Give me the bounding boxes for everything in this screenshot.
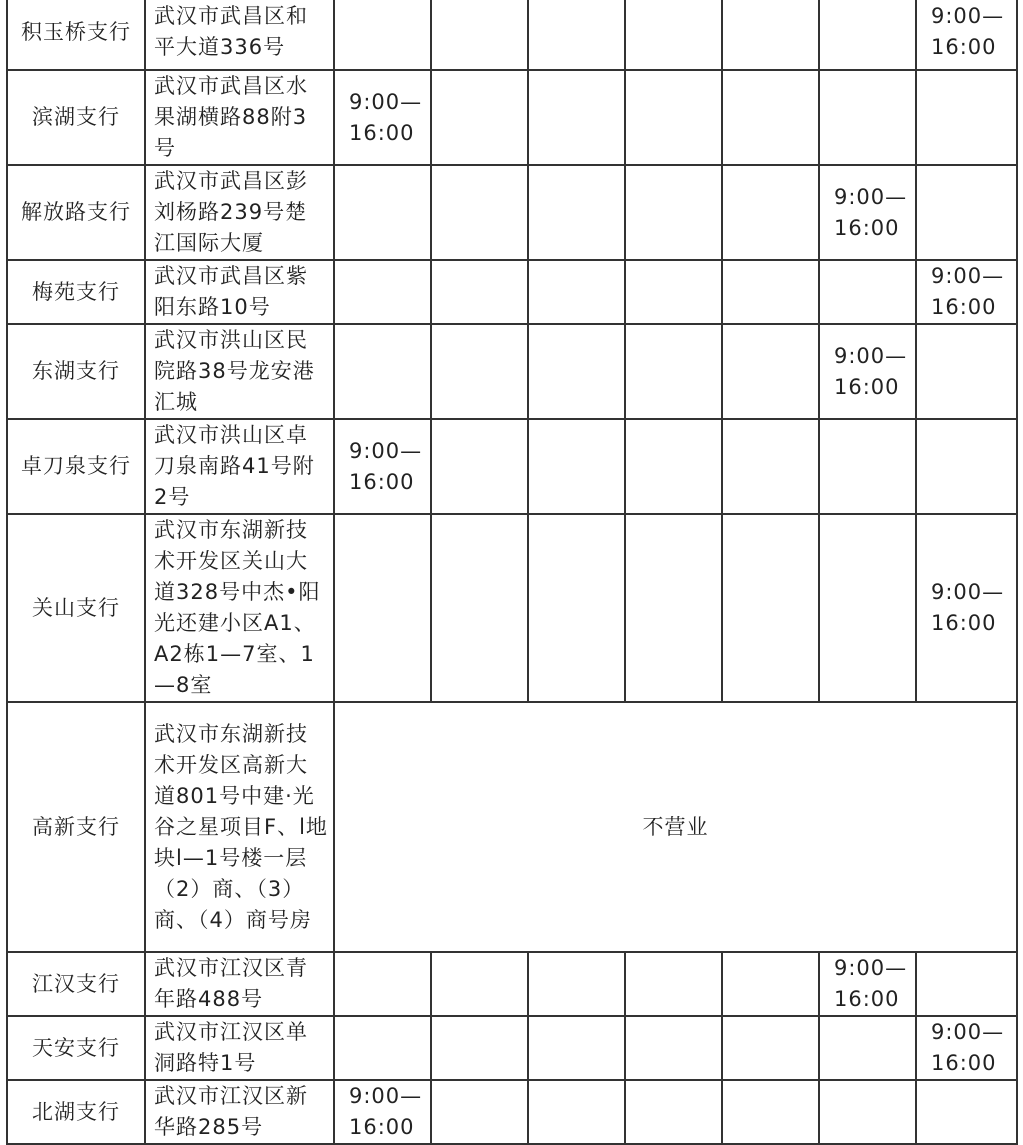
table-row <box>7 324 1017 419</box>
empty-day-cell <box>528 70 625 165</box>
branch-name-cell: 北湖支行 <box>7 1080 145 1144</box>
empty-day-cell <box>334 0 431 70</box>
table-row <box>7 0 1017 70</box>
empty-day-cell <box>916 419 1017 514</box>
empty-day-cell <box>528 514 625 702</box>
branch-name-cell: 滨湖支行 <box>7 70 145 165</box>
empty-day-cell <box>528 1080 625 1144</box>
table-row <box>7 514 1017 702</box>
empty-day-cell <box>625 260 722 324</box>
table-row <box>7 952 1017 1016</box>
empty-day-cell <box>625 419 722 514</box>
branch-address-cell: 武汉市江汉区新华路285号 <box>145 1080 334 1144</box>
branch-address-cell: 武汉市东湖新技术开发区关山大道328号中杰•阳光还建小区A1、A2栋1—7室、1—8室 <box>145 514 334 702</box>
branch-name-cell: 高新支行 <box>7 702 145 952</box>
opening-hours-cell: 9:00— 16:00 <box>819 165 916 260</box>
branch-address-cell: 武汉市洪山区民院路38号龙安港汇城 <box>145 324 334 419</box>
empty-day-cell <box>528 0 625 70</box>
branch-name-cell: 天安支行 <box>7 1016 145 1080</box>
empty-day-cell <box>431 1016 528 1080</box>
empty-day-cell <box>916 324 1017 419</box>
empty-day-cell <box>819 1080 916 1144</box>
branch-name-cell: 卓刀泉支行 <box>7 419 145 514</box>
empty-day-cell <box>722 419 819 514</box>
empty-day-cell <box>334 514 431 702</box>
branch-address-cell: 武汉市武昌区紫阳东路10号 <box>145 260 334 324</box>
empty-day-cell <box>431 324 528 419</box>
branch-name-cell: 江汉支行 <box>7 952 145 1016</box>
empty-day-cell <box>334 1016 431 1080</box>
branch-address-cell: 武汉市武昌区和平大道336号 <box>145 0 334 70</box>
empty-day-cell <box>431 165 528 260</box>
table-row <box>7 419 1017 514</box>
empty-day-cell <box>334 324 431 419</box>
empty-day-cell <box>722 70 819 165</box>
table-row <box>7 70 1017 165</box>
branch-hours-table <box>6 0 1018 1145</box>
empty-day-cell <box>625 324 722 419</box>
empty-day-cell <box>431 0 528 70</box>
empty-day-cell <box>528 324 625 419</box>
branch-address-cell: 武汉市江汉区青年路488号 <box>145 952 334 1016</box>
empty-day-cell <box>722 0 819 70</box>
empty-day-cell <box>528 1016 625 1080</box>
branch-address-cell: 武汉市东湖新技术开发区高新大道801号中建·光谷之星项目F、l地块l—1号楼一层（2）商、（3）商、（4）商号房 <box>145 702 334 952</box>
empty-day-cell <box>722 1080 819 1144</box>
empty-day-cell <box>819 260 916 324</box>
empty-day-cell <box>334 952 431 1016</box>
empty-day-cell <box>819 70 916 165</box>
empty-day-cell <box>722 260 819 324</box>
empty-day-cell <box>916 952 1017 1016</box>
closed-status-cell: 不营业 <box>334 702 1017 952</box>
branch-name-cell: 积玉桥支行 <box>7 0 145 70</box>
empty-day-cell <box>916 1080 1017 1144</box>
empty-day-cell <box>431 260 528 324</box>
empty-day-cell <box>625 0 722 70</box>
table-row <box>7 260 1017 324</box>
empty-day-cell <box>334 165 431 260</box>
empty-day-cell <box>722 165 819 260</box>
empty-day-cell <box>431 70 528 165</box>
empty-day-cell <box>819 1016 916 1080</box>
branch-address-cell: 武汉市洪山区卓刀泉南路41号附2号 <box>145 419 334 514</box>
opening-hours-cell: 9:00— 16:00 <box>916 514 1017 702</box>
branch-name-cell: 东湖支行 <box>7 324 145 419</box>
opening-hours-cell: 9:00— 16:00 <box>916 1016 1017 1080</box>
branch-name-cell: 关山支行 <box>7 514 145 702</box>
empty-day-cell <box>916 70 1017 165</box>
empty-day-cell <box>625 165 722 260</box>
empty-day-cell <box>916 165 1017 260</box>
table-row <box>7 702 1017 952</box>
empty-day-cell <box>722 324 819 419</box>
empty-day-cell <box>625 952 722 1016</box>
opening-hours-cell: 9:00— 16:00 <box>916 260 1017 324</box>
empty-day-cell <box>431 514 528 702</box>
empty-day-cell <box>625 70 722 165</box>
empty-day-cell <box>431 1080 528 1144</box>
opening-hours-cell: 9:00— 16:00 <box>916 0 1017 70</box>
empty-day-cell <box>528 165 625 260</box>
opening-hours-cell: 9:00— 16:00 <box>334 70 431 165</box>
table-row <box>7 1016 1017 1080</box>
table-row <box>7 1080 1017 1144</box>
empty-day-cell <box>528 952 625 1016</box>
empty-day-cell <box>819 419 916 514</box>
opening-hours-cell: 9:00— 16:00 <box>334 419 431 514</box>
empty-day-cell <box>528 419 625 514</box>
table-row <box>7 165 1017 260</box>
empty-day-cell <box>431 952 528 1016</box>
opening-hours-cell: 9:00— 16:00 <box>819 952 916 1016</box>
empty-day-cell <box>722 952 819 1016</box>
empty-day-cell <box>334 260 431 324</box>
branch-name-cell: 解放路支行 <box>7 165 145 260</box>
empty-day-cell <box>819 514 916 702</box>
empty-day-cell <box>528 260 625 324</box>
branch-name-cell: 梅苑支行 <box>7 260 145 324</box>
branch-address-cell: 武汉市江汉区单洞路特1号 <box>145 1016 334 1080</box>
branch-address-cell: 武汉市武昌区水果湖横路88附3号 <box>145 70 334 165</box>
opening-hours-cell: 9:00— 16:00 <box>819 324 916 419</box>
empty-day-cell <box>819 0 916 70</box>
opening-hours-cell: 9:00— 16:00 <box>334 1080 431 1144</box>
empty-day-cell <box>722 1016 819 1080</box>
empty-day-cell <box>625 1080 722 1144</box>
empty-day-cell <box>431 419 528 514</box>
empty-day-cell <box>722 514 819 702</box>
branch-address-cell: 武汉市武昌区彭刘杨路239号楚江国际大厦 <box>145 165 334 260</box>
empty-day-cell <box>625 1016 722 1080</box>
empty-day-cell <box>625 514 722 702</box>
